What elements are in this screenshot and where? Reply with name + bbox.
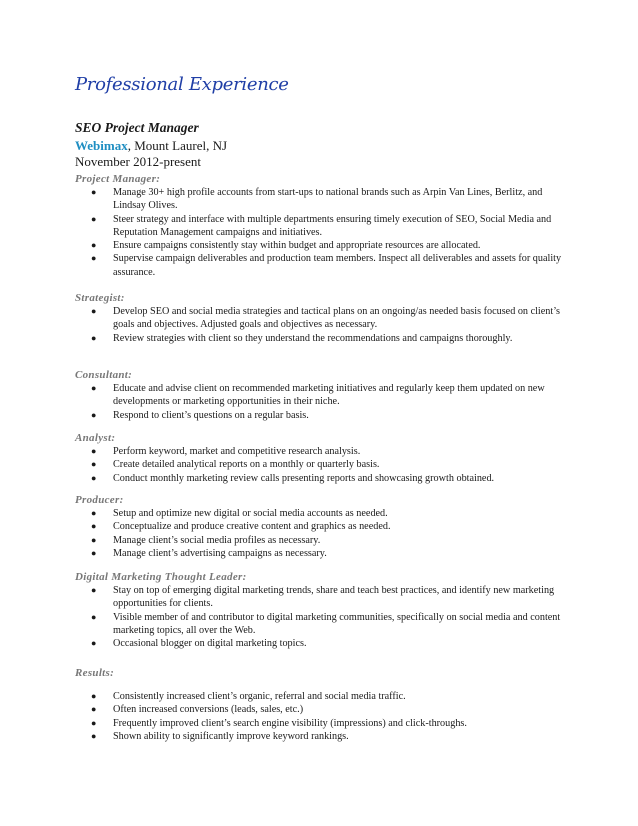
bullet-list [75, 584, 575, 650]
bullet-list [75, 445, 575, 485]
role-heading: Digital Marketing Thought Leader: [75, 571, 247, 583]
list-item: ● Manage client’s advertising campaigns as necessary. [91, 547, 327, 559]
role-thought-leader [75, 570, 575, 650]
company-name: Webimax [75, 138, 128, 153]
list-item: ● Supervise campaign deliverables and production team members. Inspect all deliverables and assets for quality assurance. [91, 253, 562, 278]
list-item: ● Conceptualize and produce creative content and graphics as needed. [91, 521, 391, 533]
role-heading: Results: [75, 667, 115, 679]
bullet-list [75, 382, 575, 422]
role-project-manager [75, 172, 575, 279]
list-item: ● Manage 30+ high profile accounts from start-ups to national brands such as Arpin Van Lines, Berlitz, and Lindsay Olives. [91, 187, 543, 212]
list-item: ● Manage client’s social media profiles as necessary. [91, 534, 321, 546]
list-item: ● Develop SEO and social media strategies and tactical plans on an ongoing/as needed basis focused on client’s goals and objectives. Adjusted goals and objectives as necessary. [91, 306, 560, 331]
bullet-list [75, 690, 575, 743]
role-heading: Project Manager: [75, 173, 161, 185]
list-item: ● Ensure campaigns consistently stay within budget and appropriate resources are allocated. [91, 240, 481, 252]
list-item: ● Often increased conversions (leads, sales, etc.) [91, 704, 304, 716]
bullet-list [75, 305, 575, 345]
list-item: ● Respond to client’s questions on a regular basis. [91, 409, 309, 421]
bullet-list [75, 507, 575, 560]
list-item: ● Visible member of and contributor to digital marketing communities, specifically on social media and content marketing topics, all over the Web. [91, 611, 561, 636]
role-heading: Strategist: [75, 292, 125, 304]
role-strategist [75, 291, 575, 345]
role-heading: Consultant: [75, 369, 133, 381]
role-consultant [75, 368, 575, 422]
role-heading: Analyst: [75, 432, 116, 444]
list-item: ● Steer strategy and interface with multiple departments ensuring timely execution of SEO, Social Media and Reputation Management campaigns and initiatives. [91, 213, 552, 238]
list-item: ● Consistently increased client’s organic, referral and social media traffic. [91, 691, 406, 702]
list-item: ● Occasional blogger on digital marketing topics. [91, 638, 307, 650]
bullet-list [75, 186, 575, 279]
company-line [75, 138, 227, 154]
job-title: SEO Project Manager [75, 120, 199, 135]
list-item: ● Review strategies with client so they understand the recommendations and campaigns thoroughly. [91, 332, 513, 344]
list-item: ● Educate and advise client on recommended marketing initiatives and regularly keep them updated on new developments or marketing opportunities in their niche. [91, 383, 545, 408]
list-item: ● Frequently improved client’s search engine visibility (impressions) and click-throughs. [91, 717, 467, 729]
list-item: ● Shown ability to significantly improve keyword rankings. [91, 730, 349, 742]
job-dates: November 2012-present [75, 154, 201, 169]
list-item: ● Perform keyword, market and competitive research analysis. [91, 446, 361, 457]
section-title: Professional Experience [75, 74, 289, 95]
role-analyst [75, 431, 575, 485]
role-heading: Producer: [75, 494, 124, 506]
role-producer [75, 493, 575, 560]
list-item: ● Stay on top of emerging digital marketing trends, share and teach best practices, and identify new marketing opportunities for clients. [91, 585, 555, 610]
role-results [75, 666, 575, 743]
list-item: ● Setup and optimize new digital or social media accounts as needed. [91, 508, 388, 519]
list-item: ● Conduct monthly marketing review calls presenting reports and showcasing growth obtained. [91, 472, 495, 484]
list-item: ● Create detailed analytical reports on a monthly or quarterly basis. [91, 459, 380, 471]
company-location: , Mount Laurel, NJ [127, 138, 228, 153]
